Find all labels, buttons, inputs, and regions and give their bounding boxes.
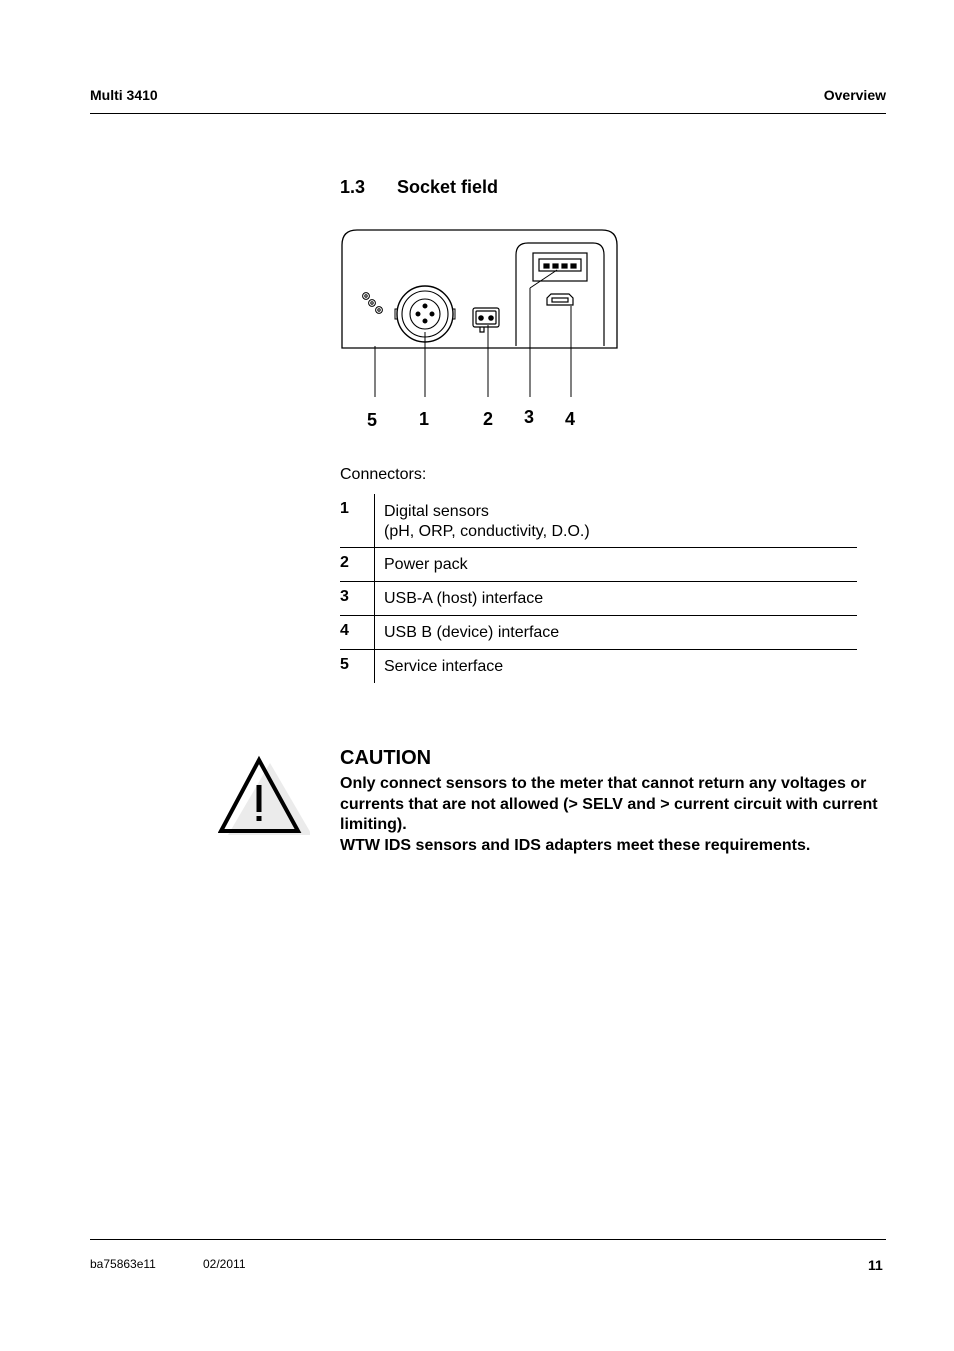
table-row [340,548,857,582]
callout-4: 4 [565,409,576,429]
usb-a-socket-icon [533,253,587,281]
connector-number: 3 [340,582,375,616]
warning-triangle-icon [218,755,310,837]
section-title: Socket field [397,177,499,197]
header-chapter: Overview [823,87,886,103]
connector-description-line: (pH, ORP, conductivity, D.O.) [384,523,590,540]
connector-description [375,494,858,548]
connector-description: USB B (device) interface [375,616,858,650]
connector-number: 2 [340,548,375,582]
table-row [340,582,857,616]
socket-field-diagram [330,220,630,400]
footer-doc-id: ba75863e11 [90,1257,156,1271]
connector-number: 5 [340,650,375,684]
header-rule [90,113,886,114]
table-row [340,650,857,684]
power-pack-socket-icon [473,308,499,332]
connector-number: 4 [340,616,375,650]
service-interface-icon [363,293,383,314]
page-number: 11 [868,1257,883,1273]
callout-5: 5 [367,410,378,430]
section-number: 1.3 [340,177,366,197]
footer-rule [90,1239,886,1240]
connector-description: Power pack [375,548,858,582]
usb-b-socket-icon [547,294,573,305]
connector-number: 1 [340,500,349,517]
caution-body [340,774,890,857]
connectors-label: Connectors: [340,466,427,483]
connectors-table [340,494,857,683]
connector-description: Service interface [375,650,858,684]
header-product: Multi 3410 [90,87,158,103]
footer-date: 02/2011 [203,1257,246,1271]
table-row [340,494,857,548]
connector-description-line: Digital sensors [384,503,489,520]
callout-3: 3 [524,407,535,427]
callout-1: 1 [419,409,430,429]
caution-text: WTW IDS sensors and IDS adapters meet these requirements. [340,837,811,855]
callout-2: 2 [483,409,494,429]
caution-text: Only connect sensors to the meter that cannot return any voltages or currents that are not allowed (> SELV and > current circuit with current limiting). [340,775,878,834]
connector-description: USB-A (host) interface [375,582,858,616]
table-row [340,616,857,650]
caution-title: CAUTION [340,747,432,769]
